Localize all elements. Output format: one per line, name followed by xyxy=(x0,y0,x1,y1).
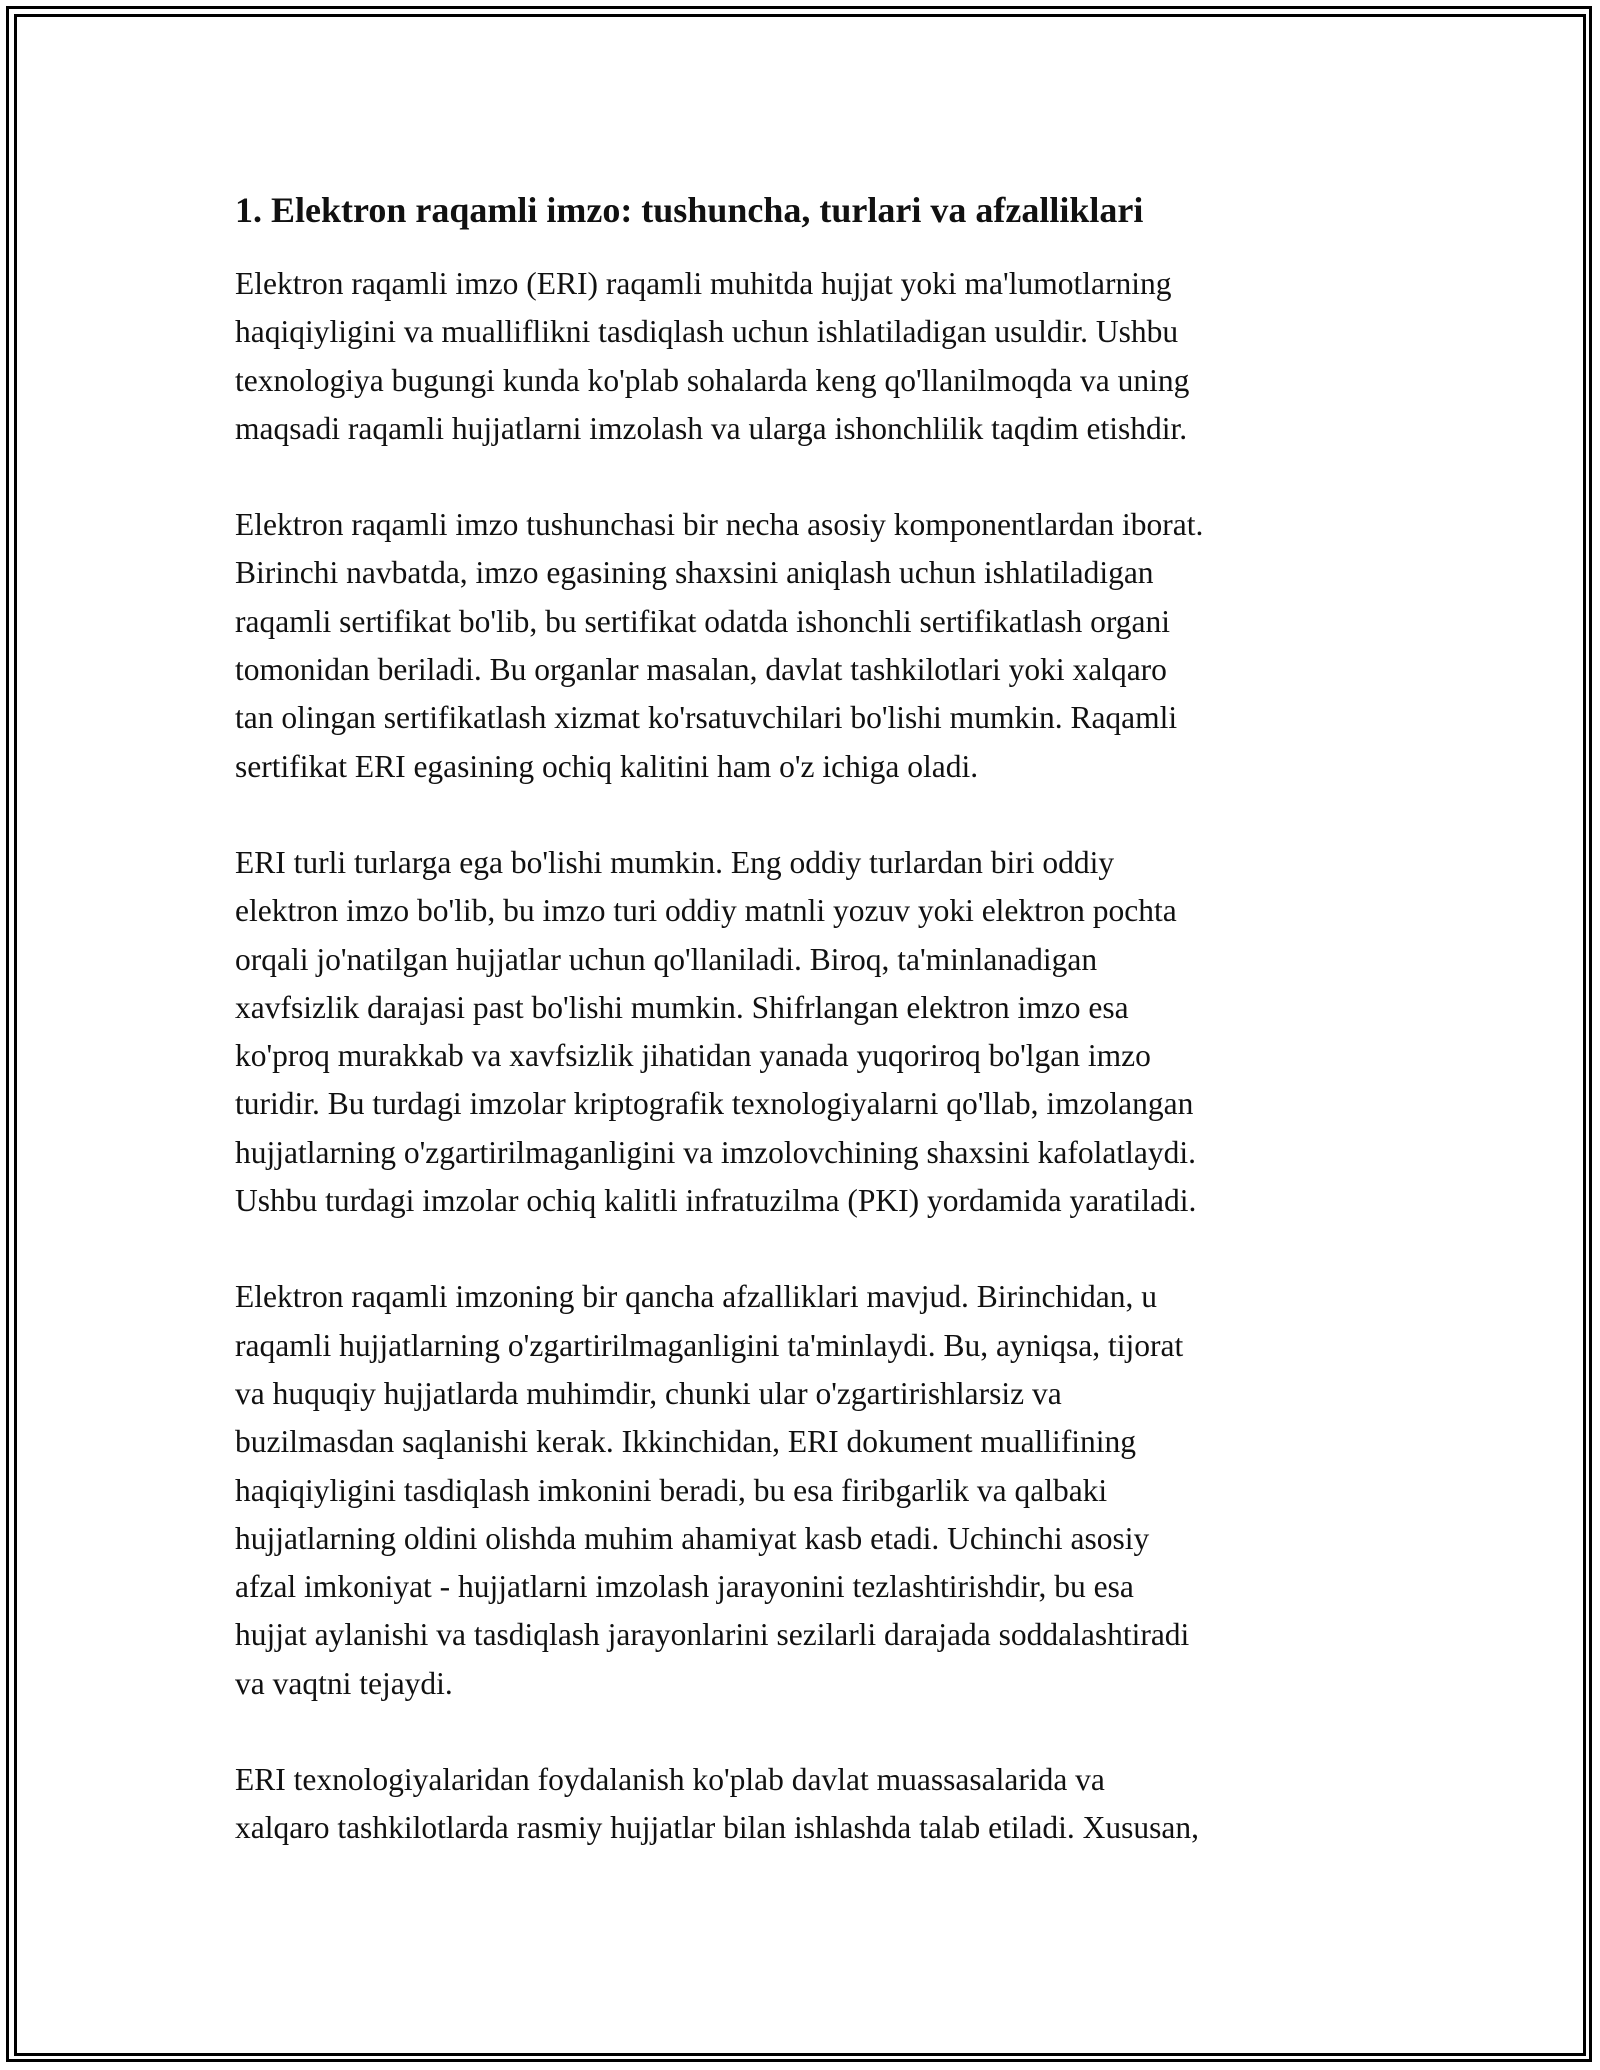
paragraph-eri-types: ERI turli turlarga ega bo'lishi mumkin. Eng oddiy turlardan biri oddiy elektron imzo bo'lib, bu imzo turi oddiy matnli yozuv yoki elektron pochta orqali jo'natilgan hujjatlar uchun qo'llaniladi. Biroq, ta'minlanadigan xavfsizlik darajasi past bo'lishi mumkin. Shifrlangan elektron imzo esa ko'proq murakkab va xavfsizlik jihatidan yanada yuqoriroq bo'lgan imzo turidir. Bu turdagi imzolar kriptografik texnologiyalarni qo'llab, imzolangan hujjatlarning o'zgartirilmaganligini va imzolovchining shaxsini kafolatlaydi. Ushbu turdagi imzolar ochiq kalitli infratuzilma (PKI) yordamida yaratiladi. xyxy=(235,844,1197,1219)
document-body xyxy=(235,186,1385,1901)
paragraph-eri-components: Elektron raqamli imzo tushunchasi bir necha asosiy komponentlardan iborat. Birinchi navbatda, imzo egasining shaxsini aniqlash uchun ishlatiladigan raqamli sertifikat bo'lib, bu sertifikat odatda ishonchli sertifikatlash organi tomonidan beriladi. Bu organlar masalan, davlat tashkilotlari yoki xalqaro tan olingan sertifikatlash xizmat ko'rsatuvchilari bo'lishi mumkin. Raqamli sertifikat ERI egasining ochiq kalitini ham o'z ichiga oladi. xyxy=(235,507,1204,784)
paragraph-eri-usage: ERI texnologiyalaridan foydalanish ko'plab davlat muassasalarida va xalqaro tashkilotlarda rasmiy hujjatlar bilan ishlashda talab etiladi. Xususan, xyxy=(235,1762,1199,1846)
paragraph-eri-advantages: Elektron raqamli imzoning bir qancha afzalliklari mavjud. Birinchidan, u raqamli hujjatlarning o'zgartirilmaganligini ta'minlaydi. Bu, ayniqsa, tijorat va huquqiy hujjatlarda muhimdir, chunki ular o'zgartirishlarsiz va buzilmasdan saqlanishi kerak. Ikkinchidan, ERI dokument muallifining haqiqiyligini tasdiqlash imkonini beradi, bu esa firibgarlik va qalbaki hujjatlarning oldini olishda muhim ahamiyat kasb etadi. Uchinchi asosiy afzal imkoniyat - hujjatlarni imzolash jarayonini tezlashtirishdir, bu esa hujjat aylanishi va tasdiqlash jarayonlarini sezilarli darajada soddalashtiradi va vaqtni tejaydi. xyxy=(235,1279,1190,1701)
section-heading: 1. Elektron raqamli imzo: tushuncha, turlari va afzalliklari xyxy=(235,190,1144,230)
paragraph-eri-definition: Elektron raqamli imzo (ERI) raqamli muhitda hujjat yoki ma'lumotlarning haqiqiyligini va mualliflikni tasdiqlash uchun ishlatiladigan usuldir. Ushbu texnologiya bugungi kunda ko'plab sohalarda keng qo'llanilmoqda va uning maqsadi raqamli hujjatlarni imzolash va ularga ishonchlilik taqdim etishdir. xyxy=(235,266,1190,446)
